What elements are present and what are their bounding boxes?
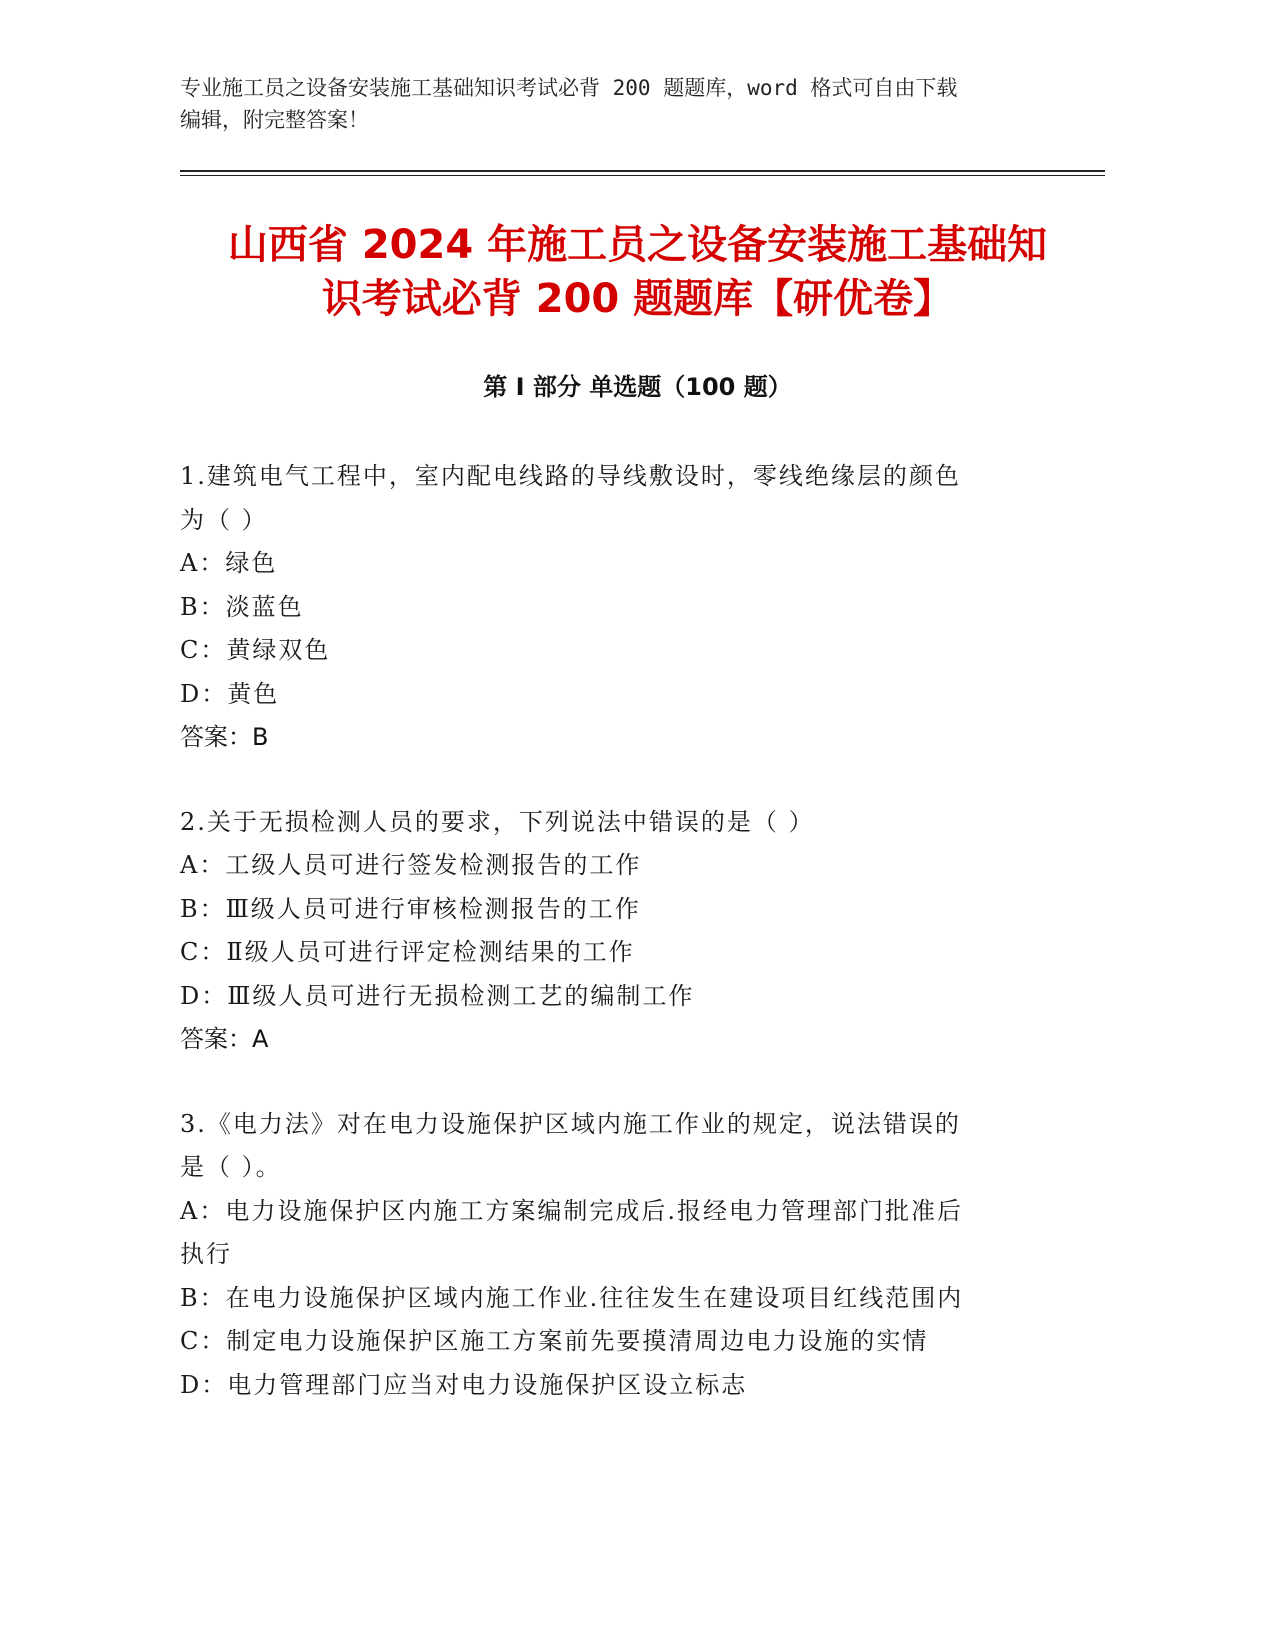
title-line-1: 山西省 2024 年施工员之设备安装施工基础知 <box>227 222 1048 268</box>
answer: 答案：B <box>180 723 269 751</box>
question-2 <box>180 801 1020 1062</box>
option-c: C：Ⅱ级人员可进行评定检测结果的工作 <box>180 938 635 966</box>
option-b: B：淡蓝色 <box>180 592 304 621</box>
question-1 <box>180 455 1020 760</box>
option-c: C：黄绿双色 <box>180 636 331 664</box>
header-rule-thick <box>180 170 1105 172</box>
option-d: D：电力管理部门应当对电力设施保护区设立标志 <box>180 1370 748 1399</box>
question-list <box>180 455 1020 1448</box>
question-3 <box>180 1103 1020 1408</box>
option-a-continued: 执行 <box>180 1240 232 1268</box>
title-line-2: 识考试必背 200 题题库【研优卷】 <box>321 276 954 322</box>
option-a: A：工级人员可进行签发检测报告的工作 <box>180 851 642 879</box>
option-b: B：在电力设施保护区域内施工作业.往往发生在建设项目红线范围内 <box>180 1283 964 1312</box>
question-stem-line: 是（ ）。 <box>180 1153 282 1181</box>
question-stem-line: 1.建筑电气工程中，室内配电线路的导线敷设时，零线绝缘层的颜色 <box>180 462 961 490</box>
header-line-1: 专业施工员之设备安装施工基础知识考试必背 200 题题库，word 格式可自由下载 <box>180 76 958 100</box>
question-stem-line: 2.关于无损检测人员的要求，下列说法中错误的是（ ） <box>180 807 815 836</box>
option-d: D：黄色 <box>180 679 280 708</box>
option-a: A：绿色 <box>180 549 278 577</box>
header-rule-thin <box>180 175 1105 176</box>
question-stem-line: 3.《电力法》对在电力设施保护区域内施工作业的规定，说法错误的 <box>180 1109 961 1138</box>
section-heading: 第 I 部分 单选题（100 题） <box>483 373 792 401</box>
option-c: C：制定电力设施保护区施工方案前先要摸清周边电力设施的实情 <box>180 1327 929 1355</box>
page-header <box>180 72 1040 136</box>
option-b: B：Ⅲ级人员可进行审核检测报告的工作 <box>180 894 641 923</box>
option-a: A：电力设施保护区内施工方案编制完成后.报经电力管理部门批准后 <box>180 1196 963 1225</box>
document-title <box>150 218 1125 326</box>
header-line-2: 编辑，附完整答案！ <box>180 108 369 132</box>
question-stem-line: 为（ ） <box>180 505 268 534</box>
option-d: D：Ⅲ级人员可进行无损检测工艺的编制工作 <box>180 981 695 1010</box>
answer: 答案：A <box>180 1025 269 1053</box>
